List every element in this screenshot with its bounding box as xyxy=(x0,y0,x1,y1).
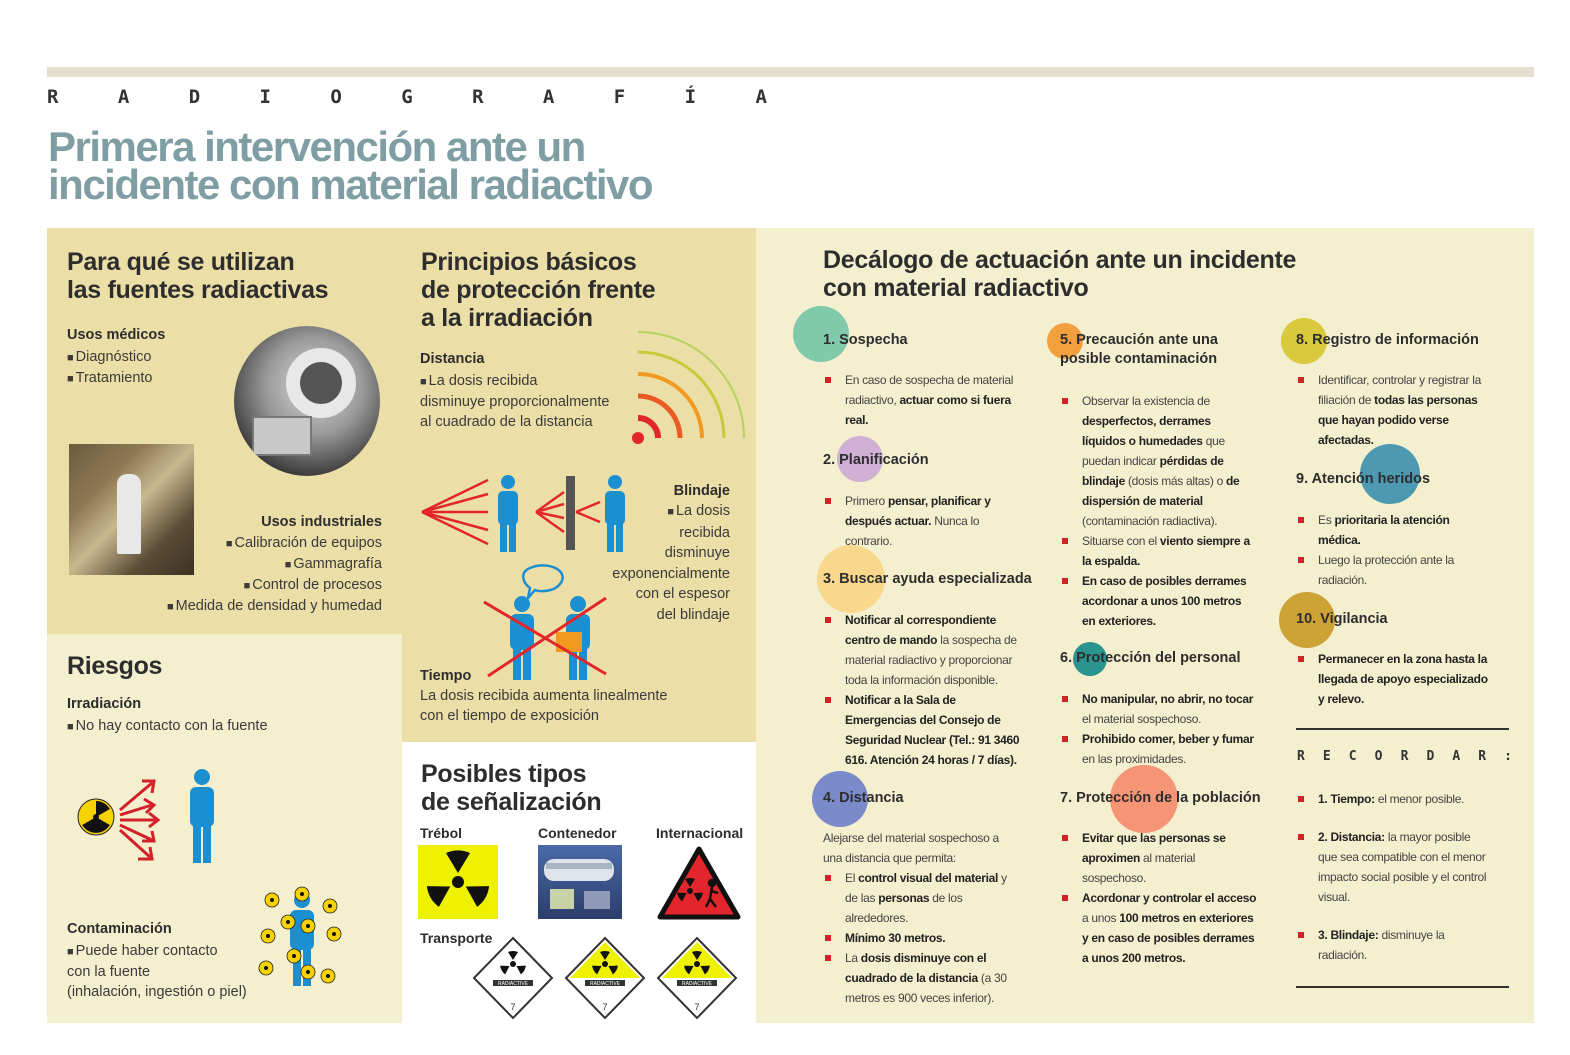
contamination-title: Contaminación xyxy=(67,921,172,937)
decalogo-heading-line: Decálogo de actuación ante un incidente xyxy=(823,246,1297,274)
contamination-line: con la fuente xyxy=(67,964,151,980)
step-10-title: 10. Vigilancia xyxy=(1296,611,1388,627)
step-2-body: Primero pensar, planificar y después actuar. Nunca lo contrario. xyxy=(823,491,1038,551)
step-8-title: 8. Registro de información xyxy=(1296,332,1479,348)
trefoil-sign-icon xyxy=(418,845,498,919)
step-1-title: 1. Sospecha xyxy=(823,332,908,348)
transport-label-white-icon xyxy=(472,936,554,1020)
section-kicker xyxy=(47,86,767,108)
shield-line: disminuye xyxy=(664,545,730,561)
step-4-body: Alejarse del material sospechoso a una distancia que permita: El control visual del material y de las personas de los alrededores. Mínimo 30 metros. La dosis disminuye con el cuadrado de la distancia (a 30 metros es 900 veces inferior). xyxy=(823,828,1048,1008)
recordar-letter: A xyxy=(1452,749,1461,764)
placard-text: RADIACTIVE xyxy=(681,981,713,987)
shield-line: ■ La dosis xyxy=(590,501,730,523)
principles-heading xyxy=(421,248,721,332)
step-10-body: Permanecer en la zona hasta la llegada de apoyo especializado y relevo. xyxy=(1296,649,1516,709)
title-line-1: Primera intervención ante un xyxy=(48,123,585,170)
step-3-body: Notificar al correspondiente centro de mando la sospecha de material radiactivo y proporcionar toda la información disponible. Notificar a la Sala de Emergencias del Consejo de Seguridad Nuclear (Tel.: 91 3460 616. Atención 24 horas / 7 días). xyxy=(823,610,1048,770)
industrial-uses-list xyxy=(120,533,382,617)
recordar-top-rule xyxy=(1296,728,1509,730)
kicker-letter: Í xyxy=(684,86,697,108)
radiation-arrows-icon xyxy=(120,781,158,859)
kicker-letter: A xyxy=(542,86,555,108)
step-6-title: 6. Protección del personal xyxy=(1060,650,1241,666)
distance-waves-icon xyxy=(628,328,746,448)
distance-line: ■ La dosis recibida xyxy=(420,371,609,392)
kicker-letter: R xyxy=(472,86,484,108)
signs-heading-line: de señalización xyxy=(421,788,602,816)
medical-item: ■ Tratamiento xyxy=(67,368,152,389)
distance-title: Distancia xyxy=(420,351,485,367)
recordar-letter: D xyxy=(1426,749,1435,764)
step-8-body: Identificar, controlar y registrar la filiación de todas las personas que hayan podido verse afectadas. xyxy=(1296,370,1516,450)
distance-line: al cuadrado de la distancia xyxy=(420,414,593,430)
kicker-letter: F xyxy=(613,86,626,108)
kicker-letter: A xyxy=(117,86,130,108)
time-line: La dosis recibida aumenta linealmente xyxy=(420,688,668,704)
step-5-body: Observar la existencia de desperfectos, derrames líquidos o humedades que puedan indicar pérdidas de blindaje (dosis más altas) o de dispersión de material (contaminación radiactiva). Situarse con el viento siempre a la espalda. En caso de posibles derrames acordonar a unos 100 metros en exteriores. xyxy=(1060,391,1280,631)
medical-uses-list xyxy=(67,347,152,389)
risks-heading: Riesgos xyxy=(67,652,163,680)
class-number: 7 xyxy=(510,1002,516,1012)
uses-heading xyxy=(67,248,397,304)
industrial-item: ■ Control de procesos xyxy=(120,575,382,596)
contamination-line: (inhalación, ingestión o piel) xyxy=(67,984,247,1000)
person-icon xyxy=(190,769,214,863)
time-illustration xyxy=(480,562,612,684)
contamination-text xyxy=(67,941,247,1002)
irradiation-item: ■ No hay contacto con la fuente xyxy=(67,716,268,737)
shield-line: con el espesor xyxy=(635,586,730,602)
time-line: con el tiempo de exposición xyxy=(420,708,599,724)
step-9-title: 9. Atención heridos xyxy=(1296,471,1431,487)
contamination-line: ■ Puede haber contacto xyxy=(67,941,247,962)
uses-heading-line-2: las fuentes radiactivas xyxy=(67,276,329,304)
kicker-letter: D xyxy=(188,86,201,108)
recordar-list: 1. Tiempo: el menor posible. 2. Distancia: la mayor posible que sea compatible con el menor impacto social posible y el control visual. 3. Blindaje: disminuye la radiación. xyxy=(1296,789,1516,965)
principles-heading-line: Principios básicos xyxy=(421,248,637,276)
top-rule xyxy=(47,67,1534,77)
sign-label-internacional: Internacional xyxy=(656,825,744,841)
recordar-letter: O xyxy=(1374,749,1383,764)
time-title: Tiempo xyxy=(420,668,472,684)
recordar-letter: R xyxy=(1478,749,1487,764)
kicker-letter: R xyxy=(47,86,59,108)
principles-heading-line: a la irradiación xyxy=(421,304,593,332)
shield-wall-icon xyxy=(566,476,575,550)
medical-item: ■ Diagnóstico xyxy=(67,347,152,368)
recordar-letter: C xyxy=(1348,749,1357,764)
transport-label-yellow-icon xyxy=(564,936,646,1020)
step-2-title: 2. Planificación xyxy=(823,452,929,468)
distance-text xyxy=(420,371,609,432)
kicker-letter: A xyxy=(755,86,767,108)
placard-text: RADIACTIVE xyxy=(589,981,621,987)
uses-heading-line-1: Para qué se utilizan xyxy=(67,248,295,276)
shield-line: exponencialmente xyxy=(612,565,730,582)
irradiation-title: Irradiación xyxy=(67,696,142,712)
industrial-item: ■ Medida de densidad y humedad xyxy=(120,596,382,617)
recordar-letter: E xyxy=(1322,749,1331,764)
page-title xyxy=(48,123,768,208)
medical-uses-title: Usos médicos xyxy=(67,327,166,343)
recordar-letter: : xyxy=(1504,749,1512,764)
industrial-item: ■ Calibración de equipos xyxy=(120,533,382,554)
shield-title: Blindaje xyxy=(673,483,730,499)
step-3-title: 3. Buscar ayuda especializada xyxy=(823,571,1032,587)
kicker-letter: I xyxy=(259,86,271,108)
industrial-item: ■ Gammagrafía xyxy=(120,554,382,575)
class-number: 7 xyxy=(694,1002,700,1012)
recordar-letter: R xyxy=(1400,749,1409,764)
recordar-bottom-rule xyxy=(1296,986,1509,988)
person-icon xyxy=(498,475,518,552)
class-number: 7 xyxy=(602,1002,608,1012)
sign-label-transporte: Transporte xyxy=(420,930,493,946)
decalogo-heading-line: con material radiactivo xyxy=(823,274,1089,302)
sign-label-trebol: Trébol xyxy=(420,825,463,841)
step-1-body: En caso de sospecha de material radiactivo, actuar como si fuera real. xyxy=(823,370,1038,430)
step-5-title: 5. Precaución ante una posible contaminación xyxy=(1060,332,1218,367)
step-4-title: 4. Distancia xyxy=(823,790,904,806)
radiation-source-icon xyxy=(78,799,114,835)
signs-heading-line: Posibles tipos xyxy=(421,760,587,788)
person-icon xyxy=(510,596,534,680)
step-6-body: No manipular, no abrir, no tocar el material sospechoso. Prohibido comer, beber y fumar en las proximidades. xyxy=(1060,689,1280,769)
contamination-illustration xyxy=(258,886,348,996)
irradiation-illustration xyxy=(72,765,232,875)
industrial-uses-title: Usos industriales xyxy=(261,514,382,530)
ct-scanner-photo xyxy=(234,326,380,476)
principles-heading-line: de protección frente xyxy=(421,276,656,304)
distance-line: disminuye proporcionalmente xyxy=(420,394,610,410)
package-icon xyxy=(556,632,582,652)
title-line-2: incidente con material radiactivo xyxy=(48,161,653,208)
recordar-label xyxy=(1297,749,1512,764)
container-photo-icon xyxy=(538,845,622,919)
placard-text: RADIACTIVE xyxy=(497,981,529,987)
time-text xyxy=(420,686,667,726)
signs-heading xyxy=(421,760,721,816)
decalogo-heading xyxy=(823,246,1343,302)
sign-label-contenedor: Contenedor xyxy=(538,825,617,841)
transport-label-yellow-icon xyxy=(656,936,738,1020)
international-warning-icon xyxy=(656,845,742,923)
step-9-body: Es prioritaria la atención médica. Luego la protección ante la radiación. xyxy=(1296,510,1516,590)
shield-line: recibida xyxy=(679,524,730,541)
recordar-letter: R xyxy=(1297,749,1305,764)
shield-line: del blindaje xyxy=(656,606,730,623)
step-7-body: Evitar que las personas se aproximen al material sospechoso. Acordonar y controlar el acceso a unos 100 metros en exteriores y en caso de posibles derrames a unos 200 metros. xyxy=(1060,828,1280,968)
step-7-title: 7. Protección de la población xyxy=(1060,790,1261,806)
kicker-letter: G xyxy=(401,86,413,108)
kicker-letter: O xyxy=(330,86,342,108)
speech-bubble-icon xyxy=(523,565,562,598)
